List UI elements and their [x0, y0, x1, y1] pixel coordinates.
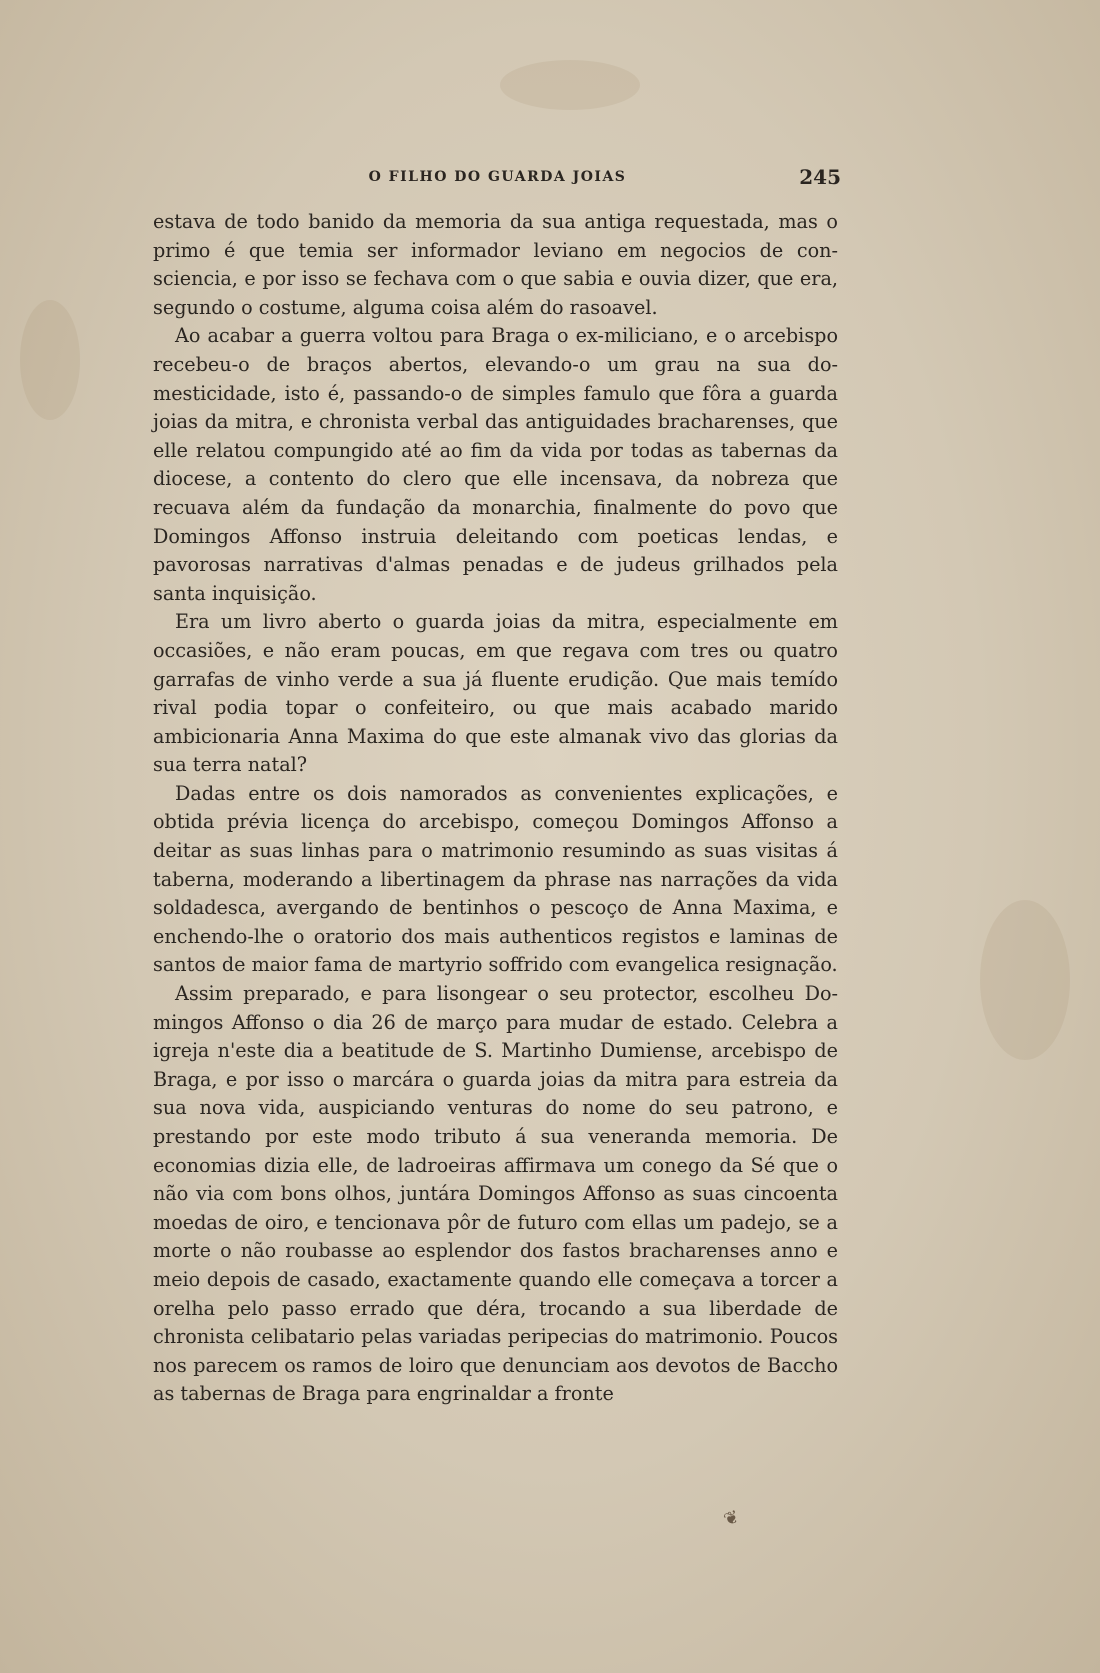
- paragraph: estava de todo banido da memoria da sua antiga requestada, mas o primo é que temia ser informador leviano em negocios de consciencia, e por isso se fechava com o que sabia e ouvia dizer, que era, segundo o costume, alguma coisa além do rasoavel.: [153, 210, 838, 319]
- page-header: [150, 165, 845, 195]
- paper-stain: [500, 60, 640, 110]
- paragraph: Ao acabar a guerra voltou para Braga o ex-miliciano, e o arcebispo recebeu-o de braços abertos, elevando-o um grau na sua domesticidade, isto é, passando-o de simples famulo que fôra a guarda joias da mitra, e chronista verbal das antiguidades bracharenses, que elle relatou compungido até ao fim da vida por todas as tabernas da diocese, a contento do clero que elle incensava, da nobreza que recuava além da fundação da monarchia, finalmente do povo que Domingos Affonso instruia deleitando com poeticas lendas, e pavorosas narrativas d'almas penadas e de judeus grilhados pela santa inquisição.: [153, 324, 838, 605]
- paragraph: Dadas entre os dois namorados as convenientes explicações, e obtida prévia licença do arcebispo, começou Domingos Affonso a deitar as suas linhas para o matrimonio resumindo as suas visitas á taberna, moderando a libertinagem da phrase nas narrações da vida soldadesca, avergando de bentinhos o pescoço de Anna Maxima, e enchendo-lhe o oratorio dos mais authenticos registos e laminas de santos de maior fama de martyrio soffrido com evangelica resignação.: [153, 781, 838, 977]
- page-number: 245: [799, 165, 841, 189]
- ink-blot-mark: ❦: [720, 1506, 743, 1531]
- paper-stain: [20, 300, 80, 420]
- running-title: O FILHO DO GUARDA JOIAS: [368, 169, 627, 185]
- paragraph: Assim preparado, e para lisongear o seu protector, escolheu Domingos Affonso o dia 26 de março para mudar de estado. Celebra a igreja n'este dia a beatitude de S. Martinho Dumiense, arcebispo de Braga, e por isso o marcára o guarda joias da mitra para estreia da sua nova vida, auspiciando venturas do nome do seu patrono, e prestando por este modo tributo á sua veneranda memoria. De economias dizia elle, de ladroeiras affirmava um conego da Sé que o não via com bons olhos, juntára Domingos Affonso as suas cincoenta moedas de oiro, e tencionava pôr de futuro com ellas um padejo, se a morte o não roubasse ao esplendor dos fastos bracharenses anno e meio depois de casado, exactamente quando elle começava a torcer a orelha pelo passo errado que déra, trocando a sua liberdade de chronista celibatario pelas variadas peripecias do matrimonio. Poucos nos parecem os ramos de loiro que denunciam aos devotos de Baccho as tabernas de Braga para engrinaldar a fronte: [153, 982, 838, 1406]
- paragraph: Era um livro aberto o guarda joias da mitra, especialmente em occasiões, e não eram poucas, em que regava com tres ou quatro garrafas de vinho verde a sua já fluente erudição. Que mais temído rival podia topar o confeiteiro, ou que mais acabado marido ambicionaria Anna Maxima do que este almanak vivo das glorias da sua terra natal?: [153, 610, 838, 777]
- body-text: [153, 208, 838, 1409]
- paper-stain: [980, 900, 1070, 1060]
